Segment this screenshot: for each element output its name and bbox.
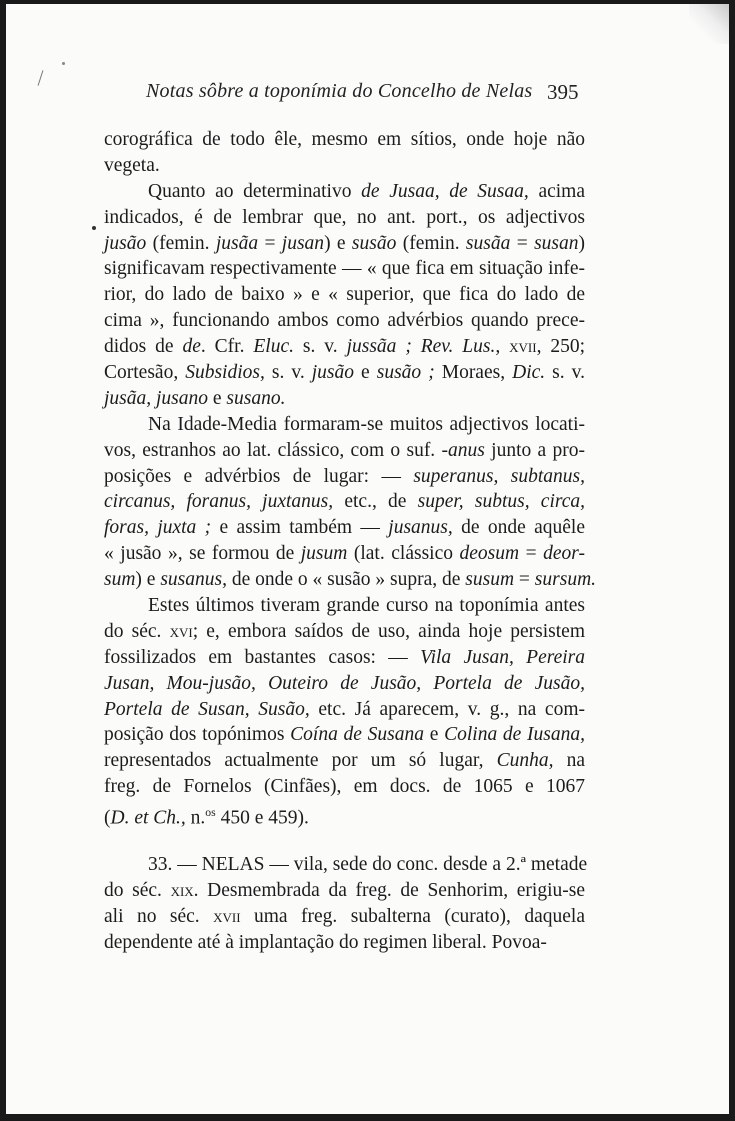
running-title: Notas sôbre a toponímia do Concelho de Nelas [146,80,533,102]
text-line: ali no séc. xvii uma freg. subalterna (curato), daquela [104,905,585,927]
stray-dot [92,226,96,230]
text-line: Na Idade-Media formaram-se muitos adjectivos locati- [148,413,585,435]
text-line: posições e advérbios de lugar: — superanus, subtanus, [104,465,585,487]
text-line: Cortesão, Subsidios, s. v. jusão e susão ; Moraes, Dic. s. v. [104,362,586,384]
text-line: indicados, é de lembrar que, no ant. port., os adjectivos [104,206,585,228]
paragraph-2 [104,179,585,412]
text-line: significavam respectivamente — « que fica em situação infe- [104,258,585,280]
text-line: Jusan, Mou-jusão, Outeiro de Jusão, Portela de Jusão, [104,672,585,694]
page-corner-shadow [689,4,729,44]
text-line: Portela de Susan, Susão, etc. Já aparecem, v. g., na com- [104,698,585,720]
text-line: vos, estranhos ao lat. clássico, com o suf. -anus junto a pro- [104,439,586,461]
text-line: representados actualmente por um só lugar, Cunha, na [104,750,586,772]
text-line: jusãa, jusano e susano. [104,387,286,409]
text-line: do séc. xix. Desmembrada da freg. de Senhorim, erigiu-se [104,879,586,901]
text-line: cima », funcionando ambos como advérbios quando prece- [104,310,585,332]
paragraph-4 [104,593,586,829]
text-line: 33. — NELAS — vila, sede do conc. desde a 2.ª metade [148,854,588,876]
paragraph-3 [104,412,597,593]
text-line: sum) e susanus, de onde o « susão » supra, de susum = sursum. [104,569,597,591]
text-line: vegeta. [104,154,160,176]
page-number: 395 [547,80,579,104]
book-page [6,4,729,1114]
text-line: jusão (femin. jusãa = jusan) e susão (femin. susãa = susan) [104,232,585,254]
text-line: foras, juxta ; e assim também — jusanus, de onde aquêle [104,517,585,539]
text-line: corográfica de todo êle, mesmo em sítios, onde hoje não [104,129,585,150]
text-line: didos de de. Cfr. Eluc. s. v. jussãa ; Rev. Lus., xvii, 250; [104,336,586,358]
text-line: circanus, foranus, juxtanus, etc., de super, subtus, circa, [104,491,586,513]
text-line: posição dos topónimos Coína de Susana e Colina de Iusana, [104,724,585,746]
text-line: dependente até à implantação do regimen liberal. Povoa- [104,931,547,953]
text-line: freg. de Fornelos (Cinfães), em docs. de 1065 e 1067 [104,776,585,798]
text-line: Estes últimos tiveram grande curso na toponímia antes [148,595,585,617]
section-gap [104,826,585,852]
text-line: (D. et Ch., n.$^{os}$ 450 e 459). [104,806,309,829]
text-line: rior, do lado de baixo » e « superior, que fica do lado de [104,284,585,306]
paragraph-1 [104,127,585,179]
paragraph-5 [104,852,588,956]
text-line: fossilizados em bastantes casos: — Vila Jusan, Pereira [104,646,585,668]
text-line: « jusão », se formou de jusum (lat. clássico deosum = deor- [104,543,586,565]
text-line: do séc. xvi; e, embora saídos de uso, ainda hoje persistem [104,620,586,642]
stray-dot [62,62,65,65]
body-text [104,127,597,956]
page-header [6,80,729,116]
text-line: Quanto ao determinativo de Jusaa, de Susaa, acima [148,180,585,202]
